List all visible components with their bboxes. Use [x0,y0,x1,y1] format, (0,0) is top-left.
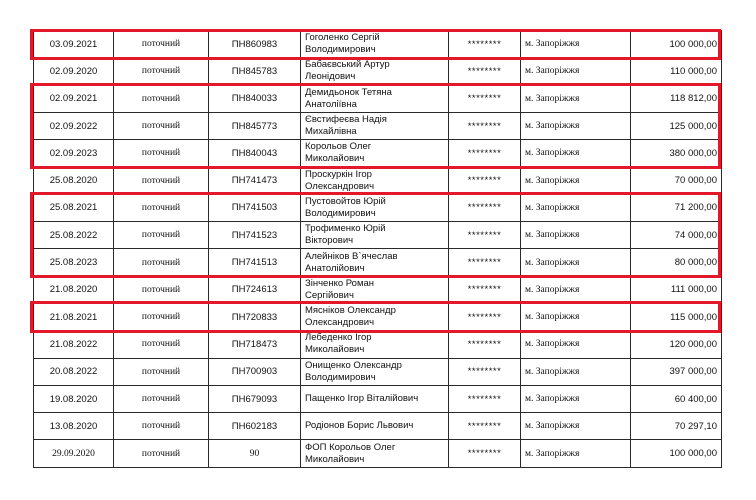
table-row [34,358,722,385]
amount-cell: 70 000,00 [631,167,722,194]
account-type-cell: поточний [114,140,209,167]
name-line-1: Пустовойтов Юрій [305,195,386,207]
name-line-1: Алейніков В`ячеслав [305,250,398,262]
amount-cell: 100 000,00 [631,440,722,467]
name-line-2: Михайлівна [305,126,357,138]
document-number-cell: ПН741473 [209,167,301,194]
name-line-2: Володимирович [305,371,376,383]
amount-cell: 80 000,00 [631,249,722,276]
city-cell: м. Запоріжжя [521,167,631,194]
amount-cell: 71 200,00 [631,194,722,221]
account-type-cell: поточний [114,358,209,385]
document-number-cell: ПН845783 [209,58,301,85]
masked-id-cell: ******** [449,440,521,467]
date-cell: 02.09.2023 [34,140,114,167]
name-line-1: Трофименко Юрій [305,223,386,235]
document-number-cell: ПН840043 [209,140,301,167]
name-line-1: Корольов Олег [305,141,372,153]
masked-id-cell: ******** [449,249,521,276]
account-type-cell: поточний [114,222,209,249]
table-row [34,385,722,412]
name-line-2: Пащенко Ігор Віталійович [305,393,419,404]
city-cell: м. Запоріжжя [521,194,631,221]
document-number-cell: ПН679093 [209,385,301,412]
masked-id-cell: ******** [449,194,521,221]
table-row [34,303,722,330]
account-type-cell: поточний [114,303,209,330]
table-row [34,413,722,440]
recipient-name-cell [301,249,449,276]
city-cell: м. Запоріжжя [521,249,631,276]
account-type-cell: поточний [114,413,209,440]
city-cell: м. Запоріжжя [521,413,631,440]
masked-id-cell: ******** [449,276,521,303]
name-line-2: Володимирович [305,207,376,219]
name-line-2: Анатолійович [305,262,365,274]
amount-cell: 111 000,00 [631,276,722,303]
table-row [34,222,722,249]
table-row [34,440,722,467]
table-row [34,276,722,303]
amount-cell: 74 000,00 [631,222,722,249]
name-line-2: Анатоліївна [305,98,357,110]
table-row [34,140,722,167]
recipient-name-cell [301,440,449,467]
date-cell: 25.08.2020 [34,167,114,194]
masked-id-cell: ******** [449,31,521,58]
date-cell: 29.09.2020 [34,440,114,467]
amount-cell: 125 000,00 [631,112,722,139]
city-cell: м. Запоріжжя [521,303,631,330]
city-cell: м. Запоріжжя [521,276,631,303]
date-cell: 02.09.2020 [34,58,114,85]
date-cell: 25.08.2023 [34,249,114,276]
masked-id-cell: ******** [449,385,521,412]
account-type-cell: поточний [114,167,209,194]
date-cell: 02.09.2022 [34,112,114,139]
account-type-cell: поточний [114,249,209,276]
account-type-cell: поточний [114,58,209,85]
document-number-cell: ПН741503 [209,194,301,221]
account-type-cell: поточний [114,385,209,412]
account-type-cell: поточний [114,194,209,221]
amount-cell: 115 000,00 [631,303,722,330]
masked-id-cell: ******** [449,331,521,358]
amount-cell: 118 812,00 [631,85,722,112]
city-cell: м. Запоріжжя [521,358,631,385]
masked-id-cell: ******** [449,112,521,139]
name-line-1: Гоголенко Сергій [305,32,380,44]
table-row [34,85,722,112]
recipient-name-cell [301,140,449,167]
recipient-name-cell [301,194,449,221]
document-number-cell: ПН845773 [209,112,301,139]
name-line-2: Миколайович [305,344,365,356]
account-type-cell: поточний [114,276,209,303]
account-type-cell: поточний [114,440,209,467]
name-line-2: Родіонов Борис Львович [305,420,414,432]
document-number-cell: ПН840033 [209,85,301,112]
account-type-cell: поточний [114,85,209,112]
document-number-cell: ПН700903 [209,358,301,385]
amount-cell: 110 000,00 [631,58,722,85]
date-cell: 02.09.2021 [34,85,114,112]
date-cell: 21.08.2021 [34,303,114,330]
document-number-cell: 90 [209,440,301,467]
recipient-name-cell [301,112,449,139]
date-cell: 20.08.2022 [34,358,114,385]
name-line-1: Лебеденко Ігор [305,332,372,344]
name-line-2: Миколайович [305,153,365,165]
name-line-2: Олександрович [305,317,375,329]
name-line-2: Сергійович [305,289,354,301]
recipient-name-cell [301,413,449,440]
table-row [34,31,722,58]
date-cell: 21.08.2020 [34,276,114,303]
name-line-2: Леонідович [305,71,356,83]
recipient-name-cell [301,85,449,112]
name-line-1: Онищенко Олександр [305,359,402,371]
recipient-name-cell [301,358,449,385]
city-cell: м. Запоріжжя [521,222,631,249]
city-cell: м. Запоріжжя [521,31,631,58]
recipient-name-cell [301,58,449,85]
table-row [34,112,722,139]
date-cell: 19.08.2020 [34,385,114,412]
name-line-1: Демидьонок Тетяна [305,86,392,98]
document-number-cell: ПН741523 [209,222,301,249]
recipient-name-cell [301,222,449,249]
city-cell: м. Запоріжжя [521,331,631,358]
date-cell: 25.08.2022 [34,222,114,249]
city-cell: м. Запоріжжя [521,440,631,467]
recipient-name-cell [301,385,449,412]
name-line-1: Бабаєвський Артур [305,59,390,71]
table-row [34,194,722,221]
date-cell: 13.08.2020 [34,413,114,440]
document-number-cell: ПН720833 [209,303,301,330]
amount-cell: 100 000,00 [631,31,722,58]
masked-id-cell: ******** [449,303,521,330]
account-type-cell: поточний [114,31,209,58]
date-cell: 03.09.2021 [34,31,114,58]
document-number-cell: ПН724613 [209,276,301,303]
amount-cell: 380 000,00 [631,140,722,167]
city-cell: м. Запоріжжя [521,85,631,112]
amount-cell: 60 400,00 [631,385,722,412]
name-line-1: Проскуркін Ігор [305,168,372,180]
city-cell: м. Запоріжжя [521,140,631,167]
document-number-cell: ПН602183 [209,413,301,440]
name-line-2: Володимирович [305,44,376,56]
masked-id-cell: ******** [449,413,521,440]
name-line-2: Олександрович [305,180,375,192]
name-line-1: ФОП Корольов Олег [305,441,396,453]
table-row [34,58,722,85]
masked-id-cell: ******** [449,140,521,167]
name-line-1: Мясніков Олександр [305,305,396,317]
document-number-cell: ПН718473 [209,331,301,358]
masked-id-cell: ******** [449,167,521,194]
account-type-cell: поточний [114,331,209,358]
document-number-cell: ПН741513 [209,249,301,276]
amount-cell: 397 000,00 [631,358,722,385]
masked-id-cell: ******** [449,358,521,385]
city-cell: м. Запоріжжя [521,112,631,139]
document-number-cell: ПН860983 [209,31,301,58]
name-line-1: Зінченко Роман [305,277,375,289]
recipient-name-cell [301,303,449,330]
name-line-2: Миколайович [305,453,365,465]
amount-cell: 70 297,10 [631,413,722,440]
date-cell: 21.08.2022 [34,331,114,358]
recipient-name-cell [301,167,449,194]
name-line-2: Вікторович [305,235,354,247]
recipient-name-cell [301,331,449,358]
city-cell: м. Запоріжжя [521,58,631,85]
name-line-1: Євстифеєва Надія [305,114,387,126]
payments-table [33,30,722,468]
table-row [34,331,722,358]
account-type-cell: поточний [114,112,209,139]
date-cell: 25.08.2021 [34,194,114,221]
city-cell: м. Запоріжжя [521,385,631,412]
amount-cell: 120 000,00 [631,331,722,358]
masked-id-cell: ******** [449,58,521,85]
recipient-name-cell [301,31,449,58]
recipient-name-cell [301,276,449,303]
table-row [34,167,722,194]
masked-id-cell: ******** [449,85,521,112]
table-row [34,249,722,276]
masked-id-cell: ******** [449,222,521,249]
